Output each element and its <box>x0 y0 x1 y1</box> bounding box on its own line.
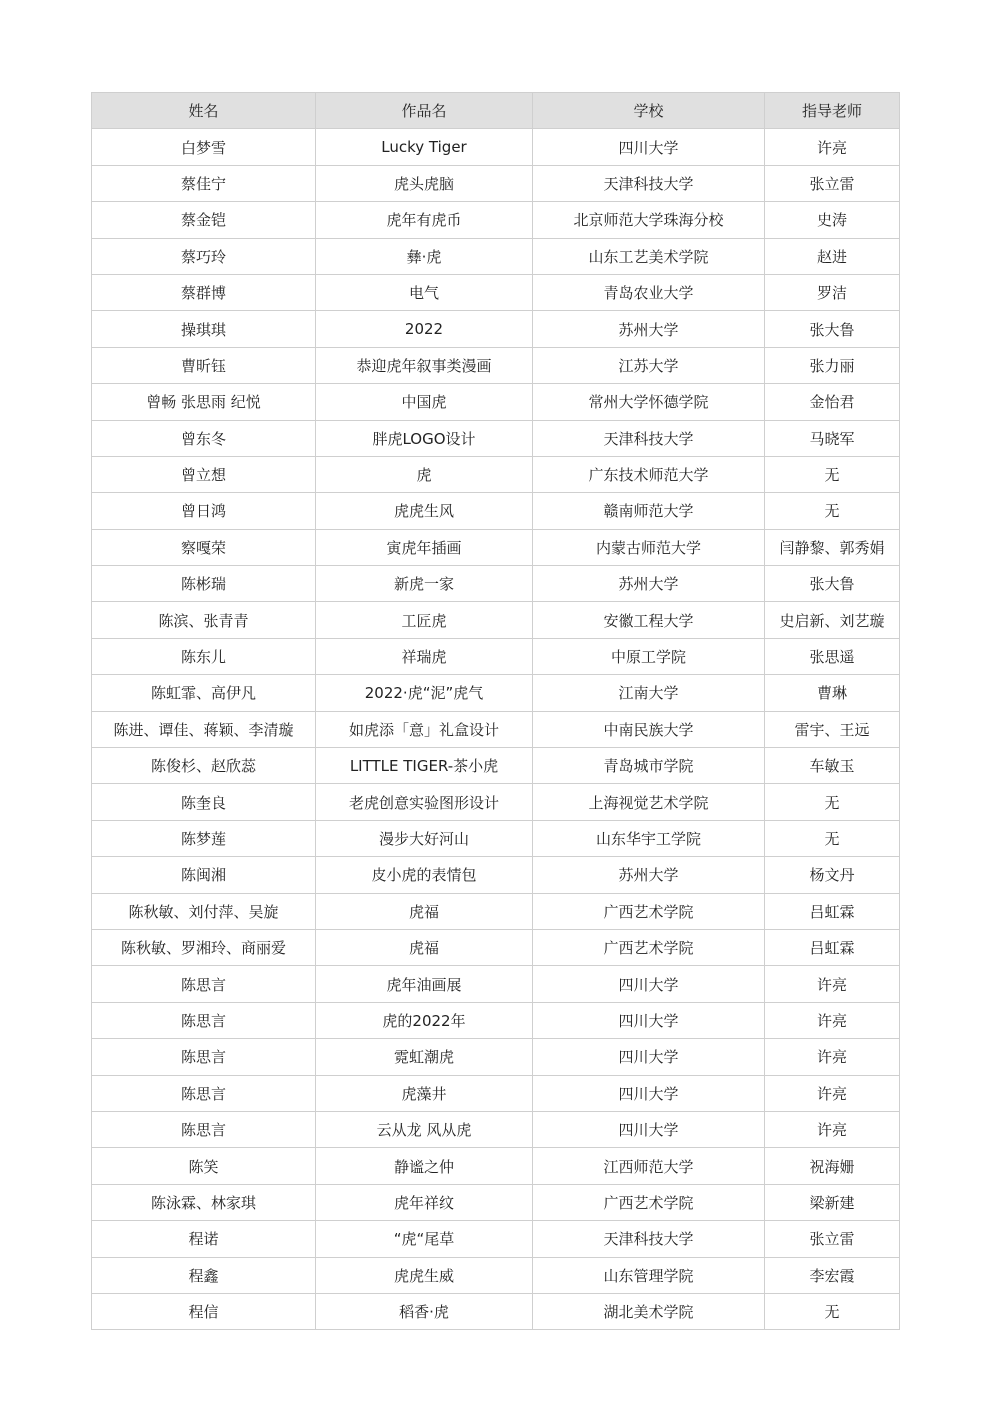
cell-work: 工匠虎 <box>316 602 533 638</box>
table-row <box>92 675 900 711</box>
cell-school: 四川大学 <box>533 1039 765 1075</box>
cell-teacher: 罗洁 <box>765 274 900 310</box>
cell-name: 蔡金铠 <box>92 202 316 238</box>
cell-teacher: 金怡君 <box>765 384 900 420</box>
cell-teacher: 赵进 <box>765 238 900 274</box>
cell-name: 陈东儿 <box>92 638 316 674</box>
cell-work: 中国虎 <box>316 384 533 420</box>
cell-school: 常州大学怀德学院 <box>533 384 765 420</box>
cell-work: 虎虎生威 <box>316 1257 533 1293</box>
cell-school: 四川大学 <box>533 1111 765 1147</box>
cell-work: 霓虹潮虎 <box>316 1039 533 1075</box>
table-row <box>92 966 900 1002</box>
cell-teacher: 无 <box>765 784 900 820</box>
cell-work: 寅虎年插画 <box>316 529 533 565</box>
cell-work: Lucky Tiger <box>316 129 533 165</box>
cell-teacher: 张大鲁 <box>765 311 900 347</box>
cell-name: 蔡巧玲 <box>92 238 316 274</box>
cell-teacher: 许亮 <box>765 129 900 165</box>
cell-school: 安徽工程大学 <box>533 602 765 638</box>
table-row <box>92 748 900 784</box>
cell-teacher: 无 <box>765 820 900 856</box>
cell-name: 曾日鸿 <box>92 493 316 529</box>
table-row <box>92 1002 900 1038</box>
table-row <box>92 820 900 856</box>
cell-teacher: 张思遥 <box>765 638 900 674</box>
cell-teacher: 许亮 <box>765 966 900 1002</box>
cell-work: 老虎创意实验图形设计 <box>316 784 533 820</box>
cell-name: 程鑫 <box>92 1257 316 1293</box>
table-body <box>92 129 900 1330</box>
cell-school: 山东管理学院 <box>533 1257 765 1293</box>
cell-work: 2022 <box>316 311 533 347</box>
table-row <box>92 420 900 456</box>
table-row <box>92 1257 900 1293</box>
cell-teacher: 许亮 <box>765 1039 900 1075</box>
cell-work: 电气 <box>316 274 533 310</box>
table-row <box>92 929 900 965</box>
cell-name: 陈俊杉、赵欣蕊 <box>92 748 316 784</box>
cell-name: 白梦雪 <box>92 129 316 165</box>
table-row <box>92 1039 900 1075</box>
cell-name: 陈虹霏、高伊凡 <box>92 675 316 711</box>
cell-work: 皮小虎的表情包 <box>316 857 533 893</box>
cell-school: 四川大学 <box>533 129 765 165</box>
cell-name: 陈进、谭佳、蒋颖、李清璇 <box>92 711 316 747</box>
cell-teacher: 史涛 <box>765 202 900 238</box>
cell-school: 山东华宇工学院 <box>533 820 765 856</box>
table-row <box>92 857 900 893</box>
cell-work: 虎年祥纹 <box>316 1184 533 1220</box>
cell-school: 中原工学院 <box>533 638 765 674</box>
header-name: 姓名 <box>92 93 316 129</box>
table-row <box>92 202 900 238</box>
table-row <box>92 1111 900 1147</box>
table-row <box>92 602 900 638</box>
cell-school: 苏州大学 <box>533 566 765 602</box>
cell-teacher: 无 <box>765 1293 900 1329</box>
cell-teacher: 许亮 <box>765 1111 900 1147</box>
cell-work: 虎福 <box>316 893 533 929</box>
table-row <box>92 274 900 310</box>
cell-work: LITTLE TIGER-茶小虎 <box>316 748 533 784</box>
cell-work: “虎“尾草 <box>316 1221 533 1257</box>
header-work: 作品名 <box>316 93 533 129</box>
cell-teacher: 许亮 <box>765 1075 900 1111</box>
cell-teacher: 张立雷 <box>765 1221 900 1257</box>
cell-work: 虎虎生风 <box>316 493 533 529</box>
table-row <box>92 638 900 674</box>
cell-work: 如虎添「意」礼盒设计 <box>316 711 533 747</box>
cell-teacher: 杨文丹 <box>765 857 900 893</box>
cell-teacher: 史启新、刘艺璇 <box>765 602 900 638</box>
table-row <box>92 347 900 383</box>
cell-teacher: 吕虹霖 <box>765 929 900 965</box>
cell-work: 虎福 <box>316 929 533 965</box>
cell-name: 陈闽湘 <box>92 857 316 893</box>
table-row <box>92 311 900 347</box>
cell-school: 赣南师范大学 <box>533 493 765 529</box>
cell-name: 察嘎荣 <box>92 529 316 565</box>
cell-work: 胖虎LOGO设计 <box>316 420 533 456</box>
cell-name: 曾立想 <box>92 456 316 492</box>
cell-name: 蔡佳宁 <box>92 165 316 201</box>
cell-name: 曾畅 张思雨 纪悦 <box>92 384 316 420</box>
cell-name: 陈思言 <box>92 1075 316 1111</box>
cell-school: 湖北美术学院 <box>533 1293 765 1329</box>
cell-school: 北京师范大学珠海分校 <box>533 202 765 238</box>
cell-teacher: 张立雷 <box>765 165 900 201</box>
cell-school: 青岛农业大学 <box>533 274 765 310</box>
participants-table <box>91 92 900 1330</box>
cell-name: 陈彬瑞 <box>92 566 316 602</box>
table-row <box>92 1221 900 1257</box>
table-row <box>92 1184 900 1220</box>
table-row <box>92 1148 900 1184</box>
cell-work: 云从龙 风从虎 <box>316 1111 533 1147</box>
cell-teacher: 张大鲁 <box>765 566 900 602</box>
cell-teacher: 无 <box>765 456 900 492</box>
cell-work: 2022·虎“泥”虎气 <box>316 675 533 711</box>
cell-name: 陈秋敏、刘付萍、吴旋 <box>92 893 316 929</box>
table-row <box>92 1075 900 1111</box>
cell-work: 漫步大好河山 <box>316 820 533 856</box>
header-teacher: 指导老师 <box>765 93 900 129</box>
cell-school: 青岛城市学院 <box>533 748 765 784</box>
cell-name: 程信 <box>92 1293 316 1329</box>
cell-school: 四川大学 <box>533 1075 765 1111</box>
cell-teacher: 许亮 <box>765 1002 900 1038</box>
cell-school: 江西师范大学 <box>533 1148 765 1184</box>
cell-school: 天津科技大学 <box>533 420 765 456</box>
table-row <box>92 784 900 820</box>
table-row <box>92 129 900 165</box>
header-school: 学校 <box>533 93 765 129</box>
cell-name: 陈笑 <box>92 1148 316 1184</box>
cell-work: 虎年油画展 <box>316 966 533 1002</box>
cell-name: 陈思言 <box>92 966 316 1002</box>
cell-school: 广西艺术学院 <box>533 893 765 929</box>
cell-name: 陈思言 <box>92 1002 316 1038</box>
cell-name: 陈梦莲 <box>92 820 316 856</box>
cell-school: 江南大学 <box>533 675 765 711</box>
cell-teacher: 雷宇、王远 <box>765 711 900 747</box>
cell-name: 操琪琪 <box>92 311 316 347</box>
table-row <box>92 238 900 274</box>
cell-name: 曹昕钰 <box>92 347 316 383</box>
cell-school: 广东技术师范大学 <box>533 456 765 492</box>
cell-teacher: 曹琳 <box>765 675 900 711</box>
cell-school: 天津科技大学 <box>533 1221 765 1257</box>
cell-school: 上海视觉艺术学院 <box>533 784 765 820</box>
cell-school: 苏州大学 <box>533 311 765 347</box>
table-row <box>92 456 900 492</box>
cell-work: 静谧之仲 <box>316 1148 533 1184</box>
cell-name: 陈秋敏、罗湘玲、商丽爱 <box>92 929 316 965</box>
cell-work: 稻香·虎 <box>316 1293 533 1329</box>
cell-work: 虎头虎脑 <box>316 165 533 201</box>
cell-school: 中南民族大学 <box>533 711 765 747</box>
cell-teacher: 车敏玉 <box>765 748 900 784</box>
cell-teacher: 梁新建 <box>765 1184 900 1220</box>
cell-work: 恭迎虎年叙事类漫画 <box>316 347 533 383</box>
cell-name: 陈思言 <box>92 1111 316 1147</box>
cell-school: 广西艺术学院 <box>533 929 765 965</box>
table-row <box>92 1293 900 1329</box>
cell-school: 内蒙古师范大学 <box>533 529 765 565</box>
cell-work: 虎 <box>316 456 533 492</box>
cell-teacher: 闫静黎、郭秀娟 <box>765 529 900 565</box>
table-row <box>92 493 900 529</box>
cell-teacher: 马晓军 <box>765 420 900 456</box>
cell-work: 虎的2022年 <box>316 1002 533 1038</box>
cell-name: 陈奎良 <box>92 784 316 820</box>
cell-school: 四川大学 <box>533 1002 765 1038</box>
cell-name: 蔡群博 <box>92 274 316 310</box>
cell-work: 新虎一家 <box>316 566 533 602</box>
cell-teacher: 吕虹霖 <box>765 893 900 929</box>
cell-school: 天津科技大学 <box>533 165 765 201</box>
cell-name: 程诺 <box>92 1221 316 1257</box>
table-row <box>92 165 900 201</box>
cell-work: 彝·虎 <box>316 238 533 274</box>
cell-school: 四川大学 <box>533 966 765 1002</box>
table-row <box>92 711 900 747</box>
cell-school: 苏州大学 <box>533 857 765 893</box>
table-row <box>92 529 900 565</box>
header-row <box>92 93 900 129</box>
cell-work: 虎年有虎币 <box>316 202 533 238</box>
cell-school: 广西艺术学院 <box>533 1184 765 1220</box>
cell-name: 陈思言 <box>92 1039 316 1075</box>
cell-teacher: 无 <box>765 493 900 529</box>
table-row <box>92 566 900 602</box>
table-row <box>92 384 900 420</box>
table-row <box>92 893 900 929</box>
cell-name: 曾东冬 <box>92 420 316 456</box>
cell-teacher: 张力丽 <box>765 347 900 383</box>
cell-work: 祥瑞虎 <box>316 638 533 674</box>
cell-school: 山东工艺美术学院 <box>533 238 765 274</box>
cell-teacher: 李宏霞 <box>765 1257 900 1293</box>
cell-name: 陈滨、张青青 <box>92 602 316 638</box>
cell-work: 虎藻井 <box>316 1075 533 1111</box>
cell-school: 江苏大学 <box>533 347 765 383</box>
cell-name: 陈泳霖、林家琪 <box>92 1184 316 1220</box>
cell-teacher: 祝海姗 <box>765 1148 900 1184</box>
